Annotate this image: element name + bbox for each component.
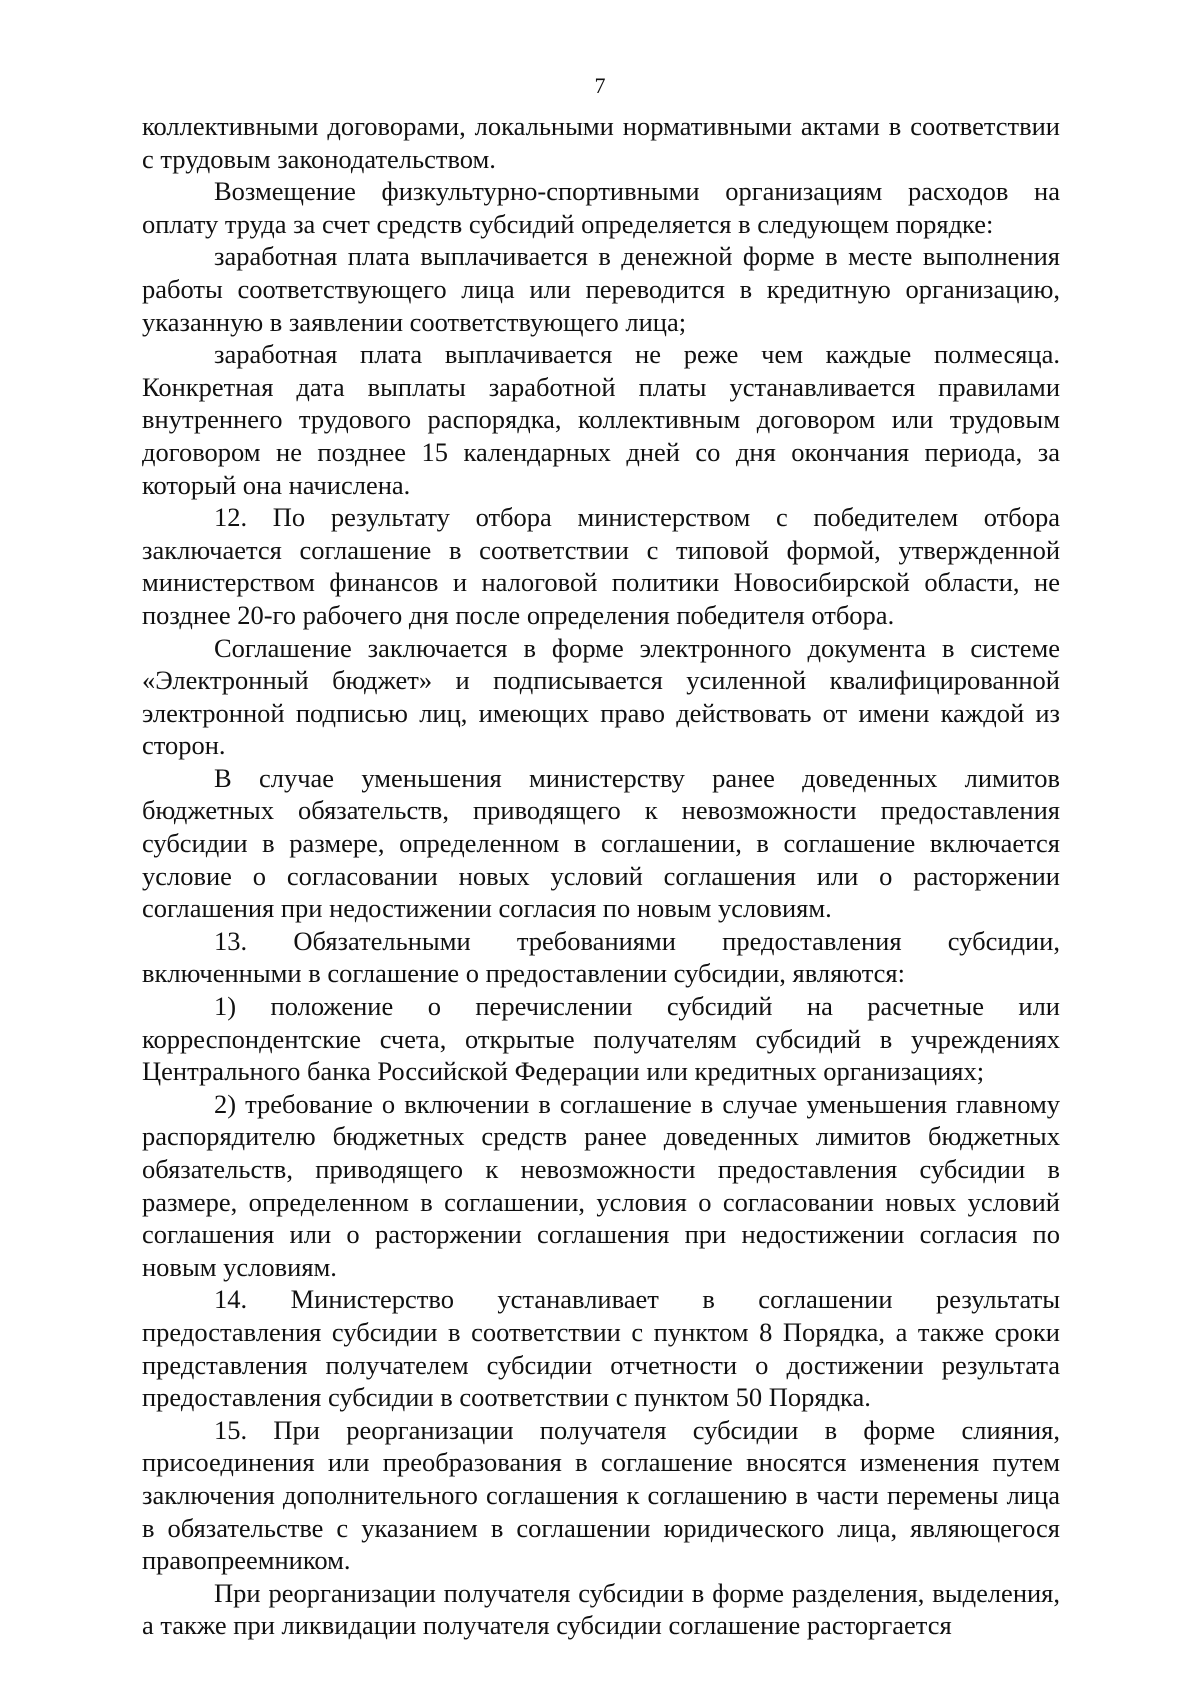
paragraph-salary-payment-form: заработная плата выплачивается в денежной форме в месте выполнения работы соответствующего лица или переводится в кредитную организацию, указанную в заявлении соответствующего лица; [142, 241, 1060, 337]
paragraph-item-15: 15. При реорганизации получателя субсидии в форме слияния, присоединения или преобразования в соглашение вносятся изменения путем заключения дополнительного соглашения к соглашению в части перемены лица в обязательстве с указанием в соглашении юридического лица, являющегося правопреемником. [142, 1414, 1060, 1576]
paragraph-reorganization-termination: При реорганизации получателя субсидии в форме разделения, выделения, а также при ликвидации получателя субсидии соглашение расторгается [142, 1577, 1060, 1641]
paragraph-item-13-1: 1) положение о перечислении субсидий на расчетные или корреспондентские счета, открытые получателям субсидий в учреждениях Центрального банка Российской Федерации или кредитных организациях; [142, 991, 1060, 1087]
document-body [142, 110, 1060, 1642]
paragraph-continuation: коллективными договорами, локальными нормативными актами в соответствии с трудовым законодательством. [142, 111, 1060, 174]
paragraph-salary-payment-frequency: заработная плата выплачивается не реже чем каждые полмесяца. Конкретная дата выплаты заработной платы устанавливается правилами внутреннего трудового распорядка, коллективным договором или трудовым договором не позднее 15 календарных дней со дня окончания периода, за который она начислена. [142, 339, 1060, 500]
paragraph-labor-cost-reimbursement: Возмещение физкультурно-спортивными организациям расходов на оплату труда за счет средств субсидий определяется в следующем порядке: [142, 176, 1060, 239]
paragraph-item-13: 13. Обязательными требованиями предоставления субсидии, включенными в соглашение о предоставлении субсидии, являются: [142, 925, 1060, 989]
paragraph-item-14: 14. Министерство устанавливает в соглашении результаты предоставления субсидии в соответствии с пунктом 8 Порядка, а также сроки представления получателем субсидии отчетности о достижении результата предоставления субсидии в соответствии с пунктом 50 Порядка. [142, 1284, 1060, 1413]
page-number: 7 [594, 73, 606, 98]
paragraph-electronic-agreement: Соглашение заключается в форме электронного документа в системе «Электронный бюджет» и подписывается усиленной квалифицированной электронной подписью лиц, имеющих право действовать от имени каждой из сторон. [142, 632, 1060, 761]
paragraph-budget-limits-reduction: В случае уменьшения министерству ранее доведенных лимитов бюджетных обязательств, приводящего к невозможности предоставления субсидии в размере, определенном в соглашении, в соглашение включается условие о согласовании новых условий соглашения или о расторжении соглашения при недостижении согласия по новым условиям. [142, 762, 1060, 924]
paragraph-item-12: 12. По результату отбора министерством с победителем отбора заключается соглашение в соответствии с типовой формой, утвержденной министерством финансов и налоговой политики Новосибирской области, не позднее 20-го рабочего дня после определения победителя отбора. [142, 502, 1060, 630]
paragraph-item-13-2: 2) требование о включении в соглашение в случае уменьшения главному распорядителю бюджетных средств ранее доведенных лимитов бюджетных обязательств, приводящего к невозможности предоставления субсидии в размере, определенном в соглашении, условия о согласовании новых условий соглашения или о расторжении соглашения при недостижении согласия по новым условиям. [142, 1088, 1060, 1282]
